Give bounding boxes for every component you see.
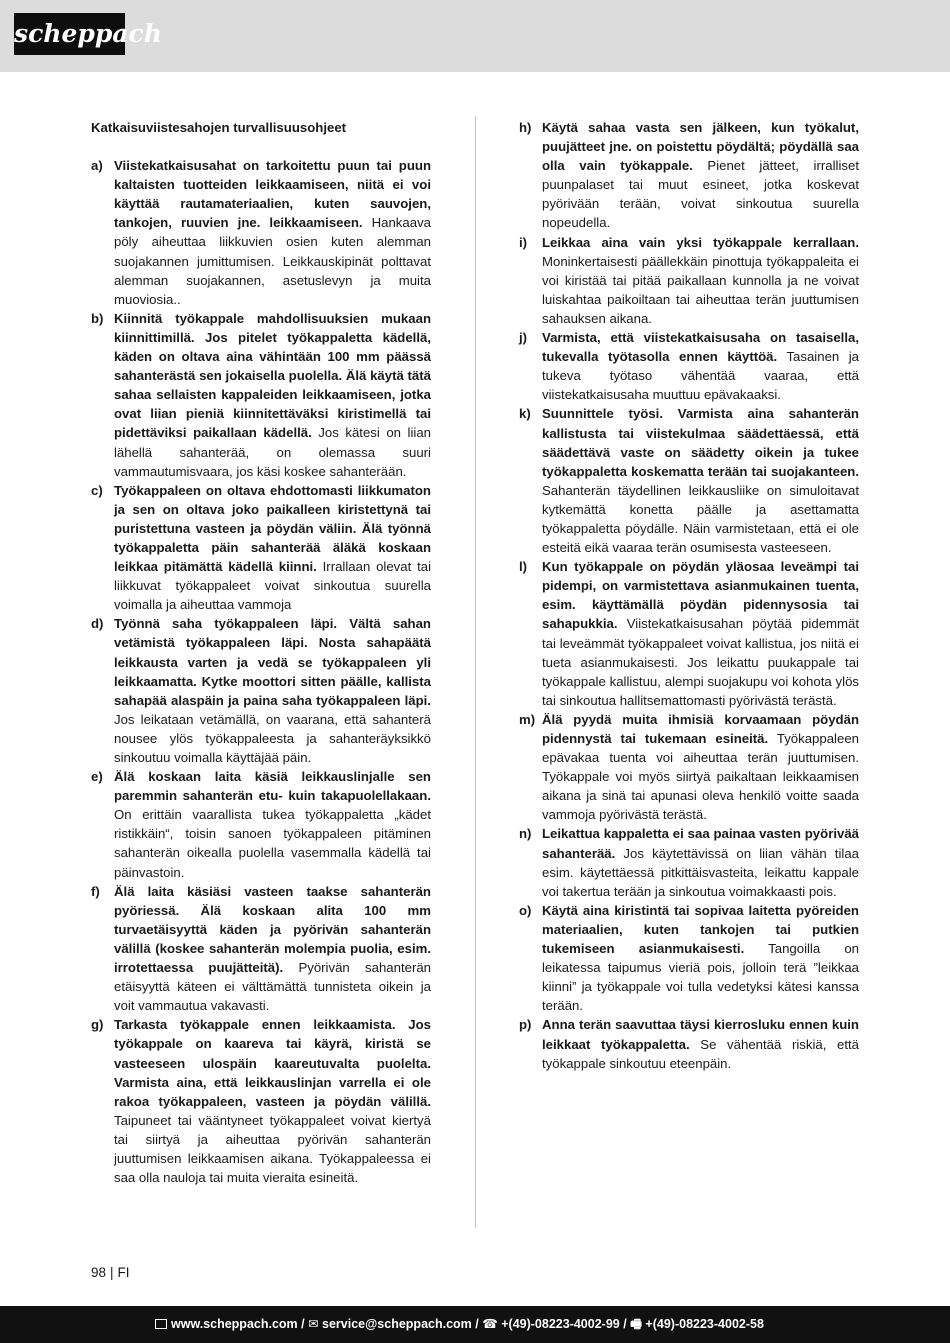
item-text bbox=[114, 882, 431, 1016]
list-item bbox=[519, 233, 859, 328]
item-text bbox=[114, 1015, 431, 1187]
item-bold-text: Käytä sahaa vasta sen jälkeen, kun työkalut, puujätteet jne. on poistettu pöydältä; pöydällä saa olla vain työkappale. bbox=[542, 120, 859, 174]
column-divider bbox=[475, 116, 476, 1228]
item-normal-text: Tasainen ja tukeva työtaso vähentää vaaraa, että viistekatkaisusaha muuttuu epävakaaksi. bbox=[542, 349, 859, 403]
item-marker: n) bbox=[519, 826, 532, 842]
item-normal-text: Jos leikataan vetämällä, on vaarana, että sahanterä nousee ylös työkappaleesta ja sahanteräyksikkö sinkoutuu voimalla käyttäjää päin. bbox=[114, 711, 431, 765]
item-text bbox=[542, 824, 859, 900]
item-bold-text: Anna terän saavuttaa täysi kierrosluku ennen kuin leikkaat työkappaletta. bbox=[542, 1017, 859, 1052]
item-marker: h) bbox=[519, 120, 532, 135]
item-normal-text: Työkappaleen epävakaa tuenta voi aiheuttaa terän juuttumisen. Työkappale voi myös siirtyä paikaltaan leikkaamisen aikana ja sinä tai apunasi oleva henkilö voitte saada vammoja pyörivästä terästä. bbox=[542, 731, 859, 823]
item-text bbox=[114, 156, 431, 309]
item-marker: f) bbox=[91, 883, 100, 899]
list-item bbox=[91, 882, 431, 1016]
item-bold-text: Kiinnitä työkappale mahdollisuuksien mukaan kiinnittimillä. Jos pitelet työkappaletta kädellä, käden on oltava aina vähintään 100 mm päässä sahanterästä sen jokaisella puolella. Älä käytä tätä sahaa sellaisten kappaleiden leikkaamiseen, jotka ovat liian pieniä kiinnitettäväksi kiristimellä tai pidettäviksi paikallaan kädellä. bbox=[114, 310, 431, 441]
page-language: FI bbox=[117, 1265, 130, 1280]
footer-contact bbox=[155, 1306, 764, 1343]
page-number bbox=[91, 1265, 130, 1280]
right-column bbox=[519, 118, 859, 1073]
item-bold-text: Viistekatkaisusahat on tarkoitettu puun tai puun kaltaisten tuotteiden leikkaamiseen, niitä ei voi käyttää rautamateriaalien, kuten sauvojen, tankojen, ruuvien jne. leikkaamiseen. bbox=[114, 158, 431, 231]
item-bold-text: Työnnä saha työkappaleen läpi. Vältä sahan vetämistä työkappaleen läpi. Nosta sahapäätä leikkausta varten ja vedä se työkappaleen yli leikkaamatta. Kytke moottori sitten päälle, kallista sahapää alaspäin ja paina saha työkappaleen läpi. bbox=[114, 616, 431, 708]
item-marker: m) bbox=[519, 711, 536, 727]
page-footer bbox=[0, 1306, 950, 1343]
item-marker: g) bbox=[91, 1017, 104, 1033]
item-text bbox=[542, 557, 859, 710]
list-item bbox=[519, 1015, 859, 1072]
left-item-list bbox=[91, 156, 431, 1187]
item-marker: p) bbox=[519, 1017, 532, 1033]
item-marker: c) bbox=[91, 482, 103, 498]
item-normal-text: Jos kätesi on liian lähellä sahanterää, on olemassa suuri vammautumisvaara, jos käsi koskee sahanterään. bbox=[114, 425, 431, 479]
item-bold-text: Älä pyydä muita ihmisiä korvaamaan pöydän pidennystä tai tukemaan esineitä. bbox=[542, 711, 859, 746]
item-normal-text: Jos käytettävissä on liian vähän tilaa esim. käytettäessä pitkittäisvasteita, leikattu kappale voi takertua terään ja sinkoutua voimakkaasti pois. bbox=[542, 845, 859, 899]
list-item bbox=[519, 901, 859, 1016]
list-item bbox=[91, 1015, 431, 1187]
item-marker: i) bbox=[519, 234, 528, 250]
item-bold-text: Käytä aina kiristintä tai sopivaa laitetta pyöreiden materiaalien, kuten tankojen tai putkien tukemiseen asianmukaisesti. bbox=[542, 902, 859, 957]
item-bold-text: Älä koskaan laita käsiä leikkauslinjalle sen paremmin sahanterän etu- kuin takapuolellakaan. bbox=[114, 769, 431, 804]
item-bold-text: Kun työkappale on pöydän yläosaa leveämpi tai pidempi, on varmistettava asianmukainen tuenta, esim. käyttämällä pöydän pidennysosia tai sahapukkia. bbox=[542, 559, 859, 632]
item-text bbox=[114, 767, 431, 882]
item-normal-text: Irrallaan olevat tai liikkuvat työkappaleet voivat sinkoutua suurella voimalla ja aiheuttaa vammoja bbox=[114, 559, 431, 613]
list-item bbox=[91, 309, 431, 481]
item-bold-text: Älä laita käsiäsi vasteen taakse sahanterän pyöriessä. Älä koskaan alita 100 mm turvaetäisyyttä käden ja pyörivän sahanterän välillä (koskee sahanterän molempia puolia, esim. irrotettaessa puujätteitä). bbox=[114, 883, 431, 976]
monitor-icon bbox=[155, 1319, 167, 1329]
left-column bbox=[91, 118, 431, 1187]
item-bold-text: Suunnittele työsi. Varmista aina sahanterän kallistusta tai viistekulmaa säädettäessä, että säädettävä vaste on säädetty oikein ja tukee työkappaletta koskematta terään tai suojakanteen. bbox=[542, 406, 859, 479]
item-text bbox=[542, 710, 859, 825]
item-marker: e) bbox=[91, 769, 103, 785]
item-text bbox=[114, 614, 431, 767]
list-item bbox=[519, 557, 859, 710]
item-bold-text: Tarkasta työkappale ennen leikkaamista. Jos työkappale on kaareva tai käyrä, kiristä se vasteeseen ulospäin kaareutuvalta puolelta. Varmista aina, että leikkauslinjan varrella ei ole rakoa työkappaleen, vasteen ja pöydän välillä. bbox=[114, 1017, 431, 1109]
list-item bbox=[91, 767, 431, 882]
list-item bbox=[519, 824, 859, 900]
item-text bbox=[542, 118, 859, 233]
item-normal-text: Pienet jätteet, irralliset puunpalaset tai muut esineet, jotka koskevat pyörivään terään, voivat sinkoutua suurella nopeudella. bbox=[542, 158, 859, 231]
item-marker: o) bbox=[519, 902, 532, 918]
section-heading: Katkaisuviistesahojen turvallisuusohjeet bbox=[91, 120, 347, 135]
item-text bbox=[542, 901, 859, 1016]
item-bold-text: Työkappaleen on oltava ehdottomasti liikkumaton ja sen on oltava joko paikalleen kiristettynä tai puristettuna vasteen ja pöydän väliin. Älä työnnä työkappaletta päin sahanterää äläkä koskaan leikkaa pitämättä kädellä kiinni. bbox=[114, 482, 431, 575]
item-text bbox=[542, 233, 859, 328]
item-marker: b) bbox=[91, 310, 104, 326]
list-item bbox=[91, 156, 431, 309]
page-number-value: 98 bbox=[91, 1265, 107, 1280]
item-marker: j) bbox=[519, 330, 528, 346]
item-marker: k) bbox=[519, 406, 531, 422]
list-item bbox=[91, 614, 431, 767]
item-normal-text: Pyörivän sahanterän etäisyyttä käteen ei välttämättä tunnisteta oikein ja voit vammautua vakavasti. bbox=[114, 960, 432, 1014]
item-normal-text: Moninkertaisesti päällekkäin pinottuja työkappaleita ei voi kiristää tai pitää paikallaan kunnolla ja ne voivat luiskahtaa paikoiltaan tai aiheuttaa terän juuttumisen sahauksen aikana. bbox=[542, 253, 859, 326]
page-number-separator: | bbox=[110, 1265, 114, 1280]
list-item bbox=[519, 328, 859, 404]
item-marker: d) bbox=[91, 616, 104, 632]
scheppach-logo: scheppach bbox=[14, 13, 125, 55]
item-text bbox=[542, 404, 859, 557]
item-normal-text: Taipuneet tai vääntyneet työkappaleet voivat kiertyä tai siirtyä ja aiheuttaa pyörivän sahanterän juuttumisen leikkaamisen aikana. Työkappaleessa ei saa olla nauloja tai muita vieraita esineitä. bbox=[114, 1112, 431, 1186]
item-text bbox=[542, 1015, 859, 1072]
list-item bbox=[91, 481, 431, 615]
item-bold-text: Varmista, että viistekatkaisusaha on tasaisella, tukevalla työtasolla ennen käyttöä. bbox=[542, 330, 859, 365]
item-marker: a) bbox=[91, 158, 103, 174]
item-bold-text: Leikkaa aina vain yksi työkappale kerrallaan. bbox=[542, 234, 859, 250]
item-normal-text: Tangoilla on leikatessa taipumus vieriä pois, jolloin terä ”leikkaa kiinni” ja työkappale voi tulla vedetyksi kätesi kanssa terään. bbox=[542, 941, 859, 1014]
item-text bbox=[114, 309, 431, 481]
item-normal-text: Hankaava pöly aiheuttaa liikkuvien osien kuten alemman suojakannen jumittumisen. Leikkauskipinät polttavat alemman suojakannen, asetuslevyn ja muita muoviosia.. bbox=[114, 215, 431, 307]
page-header bbox=[0, 0, 950, 72]
item-marker: l) bbox=[519, 559, 528, 575]
item-normal-text: Se vähentää riskiä, että työkappale sinkoutuu eteenpäin. bbox=[542, 1036, 859, 1071]
item-normal-text: Viistekatkaisusahan pöytää pidemmät tai leveämmät työkappaleet voivat kallistua, jos niitä ei tueta asianmukaisesti. Jos leikattu puukappale tai työkappale kallistuu, alempi suojakupu voi kohota ylös tai sinkoutua hallitsemattomasti pyörivästä terästä. bbox=[542, 616, 859, 708]
item-normal-text: On erittäin vaarallista tukea työkappaletta „kädet ristikkäin“, toisin sanoen työkappaleen pitäminen sahanterän oikealla puolella vasemmalla kädellä tai päinvastoin. bbox=[114, 807, 431, 880]
item-text bbox=[542, 328, 859, 404]
right-item-list bbox=[519, 118, 859, 1073]
item-normal-text: Sahanterän täydellinen leikkausliike on simuloitavat kytkemättä konetta päälle ja asettamatta työkappaletta pöydälle. Näin varmistetaan, että ei ole esteitä eikä vaaraa terän osumisesta vasteeseen. bbox=[542, 482, 859, 556]
footer-contact-text: www.scheppach.com / ✉ service@scheppach.com / ☎ +(49)-08223-4002-99 / 🖷 +(49)-08223-4002-58 bbox=[171, 1317, 764, 1331]
item-text bbox=[114, 481, 431, 615]
list-item bbox=[519, 118, 859, 233]
list-item bbox=[519, 404, 859, 557]
item-bold-text: Leikattua kappaletta ei saa painaa vasten pyörivää sahanterää. bbox=[542, 826, 859, 861]
list-item bbox=[519, 710, 859, 825]
